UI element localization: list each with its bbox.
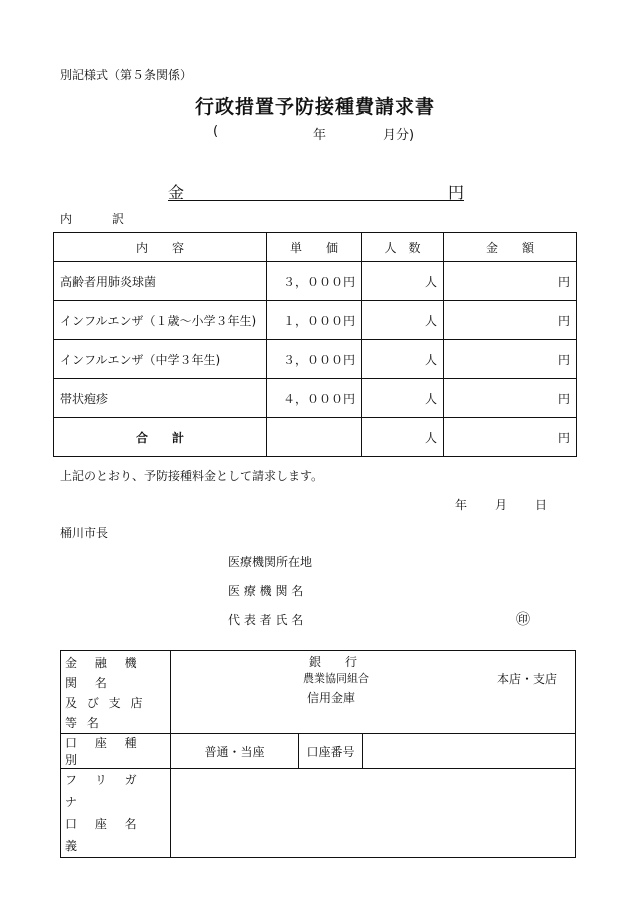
row-item: インフルエンザ（１歳～小学３年生)	[54, 301, 267, 340]
account-type-label: 口 座 種 別	[61, 734, 171, 769]
breakdown-table	[53, 232, 577, 457]
bank-table	[60, 650, 576, 858]
row-amount[interactable]: 円	[444, 301, 577, 340]
bank-institution-field[interactable]	[171, 651, 576, 734]
total-amount[interactable]: 円	[444, 418, 577, 457]
row-price: ３，０００円	[267, 262, 362, 301]
bank-type-credit: 信用金庫	[307, 691, 356, 705]
row-people[interactable]: 人	[362, 301, 444, 340]
row-price: ４，０００円	[267, 379, 362, 418]
declaration-text: 上記のとおり、予防接種料金として請求します。	[60, 469, 324, 483]
total-row	[54, 418, 577, 457]
seal-mark: ㊞	[516, 612, 530, 628]
header-people: 人 数	[362, 233, 444, 262]
form-label: 別記様式（第５条関係）	[60, 68, 193, 82]
row-amount[interactable]: 円	[444, 340, 577, 379]
account-number-field[interactable]	[363, 734, 576, 769]
row-item: 帯状疱疹	[54, 379, 267, 418]
account-type-row	[61, 734, 576, 769]
document-title: 行政措置予防接種費請求書	[194, 96, 435, 118]
table-row	[54, 340, 577, 379]
row-price: ３，０００円	[267, 340, 362, 379]
row-amount[interactable]: 円	[444, 262, 577, 301]
representative-name-label: 代 表 者 氏 名	[228, 613, 304, 627]
account-type-value[interactable]: 普通・当座	[171, 734, 299, 769]
breakdown-label: 内 訳	[60, 212, 139, 226]
row-price: １，０００円	[267, 301, 362, 340]
period-open: (	[213, 124, 219, 139]
total-label: 合 計	[54, 418, 267, 457]
period-month: 月分)	[383, 128, 415, 143]
account-holder-field[interactable]	[171, 769, 576, 858]
account-number-label: 口座番号	[299, 734, 363, 769]
recipient: 桶川市長	[60, 526, 109, 540]
table-row	[54, 379, 577, 418]
institution-address-label: 医療機関所在地	[228, 555, 313, 569]
account-holder-row	[61, 769, 576, 858]
institution-name-label: 医 療 機 関 名	[228, 584, 304, 598]
header-content: 内 容	[54, 233, 267, 262]
amount-line[interactable]	[168, 180, 464, 201]
bank-type-bank: 銀 行	[309, 655, 358, 669]
total-price-empty	[267, 418, 362, 457]
period-year: 年	[313, 128, 327, 143]
row-amount[interactable]: 円	[444, 379, 577, 418]
date-month: 月	[495, 498, 508, 512]
header-amount: 金 額	[444, 233, 577, 262]
date-year: 年	[455, 498, 468, 512]
amount-suffix: 円	[447, 183, 464, 202]
header-unit-price: 単 価	[267, 233, 362, 262]
date-day: 日	[535, 498, 548, 512]
table-row	[54, 301, 577, 340]
total-people[interactable]: 人	[362, 418, 444, 457]
row-item: インフルエンザ（中学３年生)	[54, 340, 267, 379]
bank-institution-label: 金 融 機 関 名 及 び 支 店 等 名	[61, 651, 171, 734]
row-item: 高齢者用肺炎球菌	[54, 262, 267, 301]
branch-options: 本店・支店	[497, 672, 558, 686]
table-header-row	[54, 233, 577, 262]
amount-prefix: 金	[168, 183, 185, 202]
bank-institution-row	[61, 651, 576, 734]
row-people[interactable]: 人	[362, 379, 444, 418]
row-people[interactable]: 人	[362, 340, 444, 379]
table-row	[54, 262, 577, 301]
bank-type-agri: 農業協同組合	[303, 672, 369, 685]
account-holder-label: フ リ ガ ナ 口 座 名 義	[61, 769, 171, 858]
row-people[interactable]: 人	[362, 262, 444, 301]
